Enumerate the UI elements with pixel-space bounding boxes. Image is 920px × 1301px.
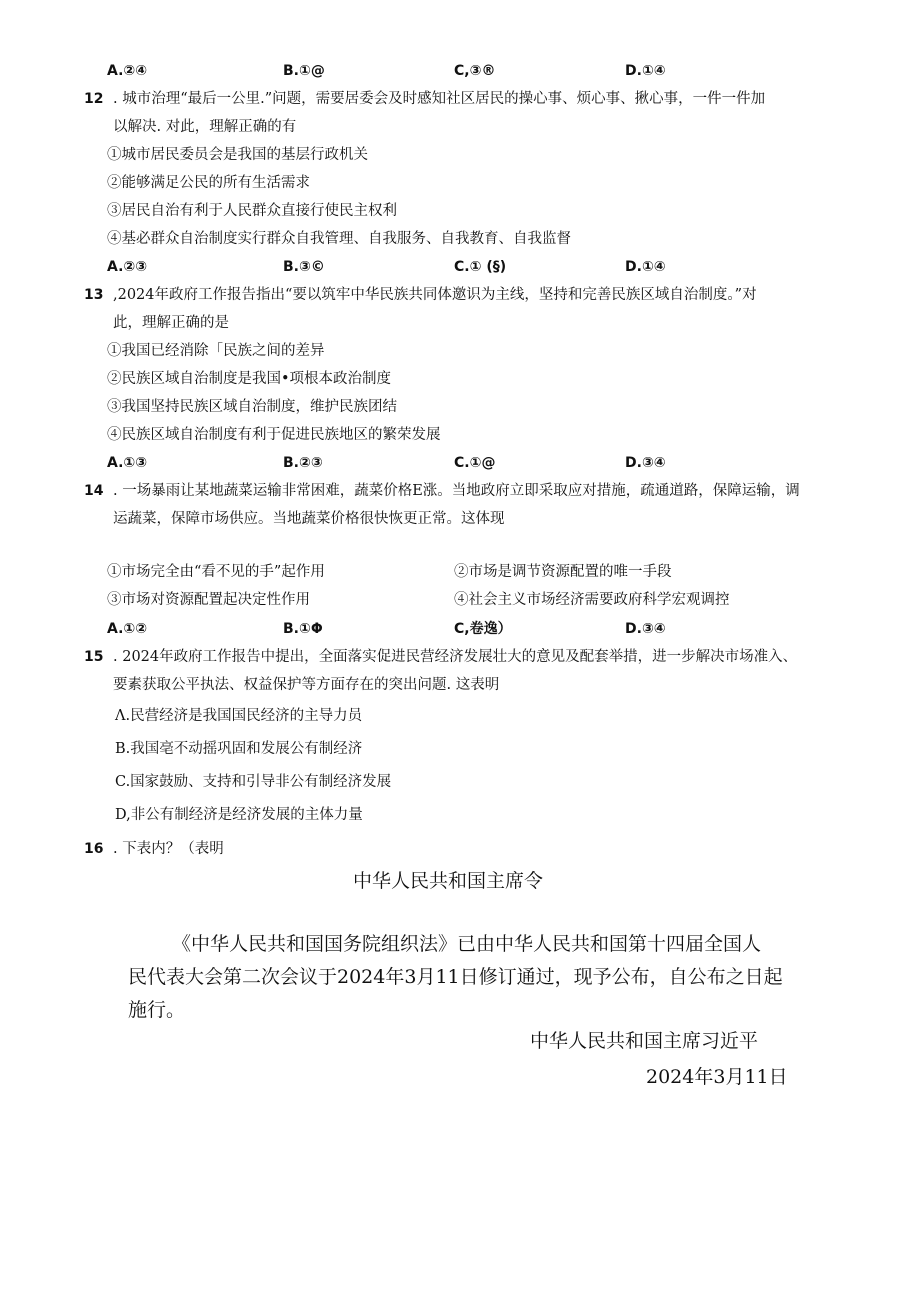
statement-item: ②民族区域自治制度是我国•项根本政治制度 [107,371,392,387]
q14-option-a: A.①② [107,621,148,637]
question-stem: . 城市治理“最后一公里.”问题，需要居委会及时感知社区居民的操心事、烦心事、揪心事，一件一件加 [113,91,766,107]
decree-signature: 中华人民共和国主席习近平 [530,1030,759,1052]
question-number: 12 [84,91,104,107]
statement-item: ①市场完全由“看不见的手”起作用 [107,564,325,580]
question-number: 13 [84,287,104,303]
decree-body-line: 民代表大会第二次会议于2024年3月11日修订通过，现予公布，自公布之日起 [128,966,783,988]
question-stem-continued: 以解决. 对此，理解正确的有 [113,119,297,135]
statement-item: ①我国已经消除「民族之间的差异 [107,343,325,359]
q14-option-c: C,卷逸） [454,621,512,637]
q13-option-c: C.①@ [454,455,496,471]
statement-item: ④民族区域自治制度有利于促进民族地区的繁荣发展 [107,427,441,443]
statement-item: ②市场是调节资源配置的唯一手段 [454,564,672,580]
choice-c: C.国家鼓励、支持和引导非公有制经济发展 [115,774,392,790]
statement-item: ③我国坚持民族区域自治制度，维护民族团结 [107,399,397,415]
question-number: 15 [84,649,104,665]
statement-item: ①城市居民委员会是我国的基层行政机关 [107,147,368,163]
q11-option-c: C,③® [454,63,496,79]
choice-a: Λ.民营经济是我国国民经济的主导力员 [115,708,363,724]
question-number: 16 [84,841,104,857]
statement-item: ④基必群众自治制度实行群众自我管理、自我服务、自我教育、自我监督 [107,231,571,247]
q14-option-b: B.①Φ [283,621,323,637]
choice-d: D,非公有制经济是经济发展的主体力量 [115,807,363,823]
question-stem-continued: 此，理解正确的是 [113,315,229,331]
question-number: 14 [84,483,104,499]
statement-item: ④社会主义市场经济需要政府科学宏观调控 [454,592,730,608]
decree-title: 中华人民共和国主席令 [353,870,544,892]
decree-body-line: 《中华人民共和国国务院组织法》已由中华人民共和国第十四届全国人 [172,933,762,955]
q12-option-b: B.③© [283,259,325,275]
q12-option-a: A.②③ [107,259,148,275]
question-stem: . 一场暴雨让某地蔬菜运输非常困难，蔬菜价格E涨。当地政府立即采取应对措施，疏通道路，保障运输，调 [113,483,800,499]
question-stem-continued: 要素获取公平执法、权益保护等方面存在的突出问题. 这表明 [113,677,500,693]
statement-item: ②能够满足公民的所有生活需求 [107,175,310,191]
statement-item: ③市场对资源配置起决定性作用 [107,592,310,608]
q14-option-d: D.③④ [625,621,666,637]
decree-body-line: 施行。 [128,999,186,1021]
question-stem-continued: 运蔬菜，保障市场供应。当地蔬菜价格很快恢更正常。这体现 [113,511,505,527]
question-stem: . 2024年政府工作报告中提出，全面落实促进民营经济发展壮大的意见及配套举措，进一步解决市场准入、 [113,649,798,665]
q13-option-b: B.②③ [283,455,323,471]
question-stem: . 下表内？（表明 [113,841,224,857]
question-stem: ,2024年政府工作报告指出“要以筑牢中华民族共同体邀识为主线，坚持和完善民族区域自治制度。”对 [113,287,757,303]
q11-option-d: D.①④ [625,63,666,79]
q11-option-a: A.②④ [107,63,148,79]
q13-option-d: D.③④ [625,455,666,471]
q12-option-c: C.① (§) [454,259,507,275]
q12-option-d: D.①④ [625,259,666,275]
q11-option-b: B.①@ [283,63,325,79]
decree-date: 2024年3月11日 [646,1066,788,1088]
choice-b: B.我国亳不动摇巩固和发展公有制经济 [115,741,363,757]
statement-item: ③居民自治有利于人民群众直接行使民主权利 [107,203,397,219]
q13-option-a: A.①③ [107,455,148,471]
